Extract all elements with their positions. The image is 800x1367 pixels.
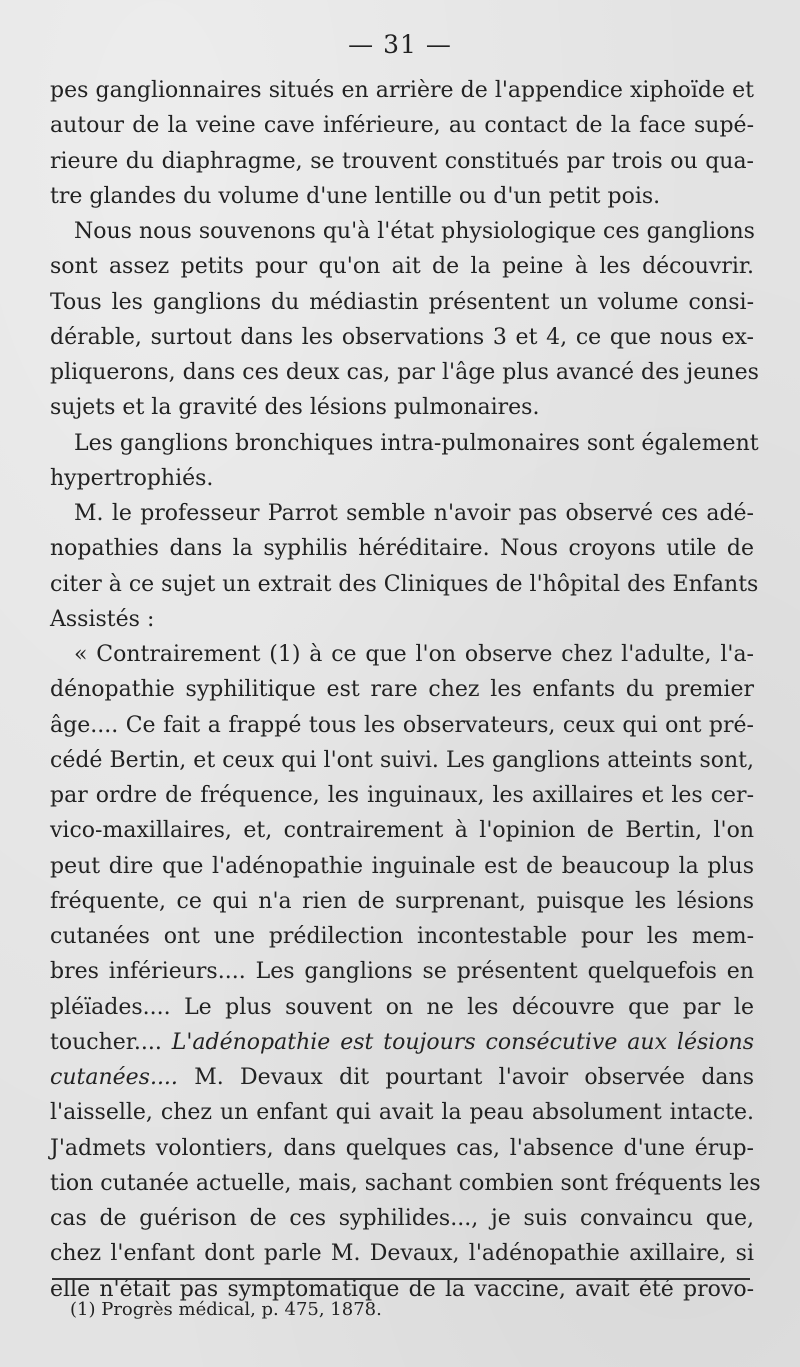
text-line: nopathies dans la syphilis héréditaire. Nous croyons utile de — [50, 536, 754, 562]
footnote-divider — [52, 1278, 750, 1280]
body-text — [50, 73, 761, 1307]
text-line: pes ganglionnaires situés en arrière de l'appendice xiphoïde et — [50, 78, 754, 103]
text-line: autour de la veine cave inférieure, au contact de la face supé- — [50, 113, 754, 139]
text-line: l'aisselle, chez un enfant qui avait la peau absolument intacte. — [50, 1100, 754, 1126]
text-line: vico-maxillaires, et, contrairement à l'opinion de Bertin, l'on — [50, 818, 754, 844]
text-line: sujets et la gravité des lésions pulmonaires. — [50, 395, 540, 421]
italic-quote: L'adénopathie est toujours consécutive aux lésions — [171, 1029, 754, 1055]
text-line: chez l'enfant dont parle M. Devaux, l'adénopathie axillaire, si — [50, 1241, 754, 1267]
text-line: fréquente, ce qui n'a rien de surprenant, puisque les lésions — [50, 888, 754, 914]
text-line: tion cutanée actuelle, mais, sachant combien sont fréquents les — [50, 1170, 761, 1196]
text-line: elle n'était pas symptomatique de la vaccine, avait été provo- — [50, 1276, 754, 1302]
text-line: dérable, surtout dans les observations 3 et 4, ce que nous ex- — [50, 324, 754, 350]
text-line: « Contrairement (1) à ce que l'on observe chez l'adulte, l'a- — [74, 642, 754, 667]
text-line: tre glandes du volume d'une lentille ou d'un petit pois. — [50, 183, 661, 209]
text-fragment: toucher.... — [50, 1029, 172, 1055]
page-number: — 31 — — [348, 30, 452, 59]
text-line: hypertrophiés. — [50, 465, 214, 491]
text-line: âge.... Ce fait a frappé tous les observateurs, ceux qui ont pré- — [50, 712, 754, 738]
text-fragment: M. Devaux dit pourtant l'avoir observée dans — [177, 1065, 754, 1090]
text-line: bres inférieurs.... Les ganglions se présentent quelquefois en — [50, 959, 754, 985]
footnote: (1) Progrès médical, p. 475, 1878. — [70, 1299, 382, 1320]
text-line: Les ganglions bronchiques intra-pulmonaires sont également — [74, 430, 759, 456]
italic-quote: cutanées.... — [50, 1065, 178, 1090]
text-line: pléïades.... Le plus souvent on ne les découvre que par le — [50, 994, 754, 1020]
text-line: J'admets volontiers, dans quelques cas, l'absence d'une érup- — [50, 1135, 754, 1161]
text-line — [50, 1060, 754, 1095]
text-line: Nous nous souvenons qu'à l'état physiologique ces ganglions — [74, 219, 755, 244]
text-line: cas de guérison de ces syphilides..., je suis convaincu que, — [50, 1206, 754, 1231]
text-line: cutanées ont une prédilection incontestable pour les mem- — [50, 924, 754, 949]
text-line: M. le professeur Parrot semble n'avoir pas observé ces adé- — [74, 501, 754, 526]
text-line: peut dire que l'adénopathie inguinale est de beaucoup la plus — [50, 853, 754, 879]
text-line: Assistés : — [50, 606, 155, 632]
text-line: cédé Bertin, et ceux qui l'ont suivi. Les ganglions atteints sont, — [50, 747, 754, 773]
text-line: rieure du diaphragme, se trouvent constitués par trois ou qua- — [50, 148, 754, 174]
text-line: pliquerons, dans ces deux cas, par l'âge plus avancé des jeunes — [50, 360, 759, 385]
text-line: sont assez petits pour qu'on ait de la peine à les découvrir. — [50, 254, 754, 280]
text-line: dénopathie syphilitique est rare chez les enfants du premier — [50, 677, 754, 703]
text-line — [50, 1025, 754, 1060]
text-line: par ordre de fréquence, les inguinaux, les axillaires et les cer- — [50, 783, 754, 808]
text-line: citer à ce sujet un extrait des Cliniques de l'hôpital des Enfants — [50, 571, 759, 597]
text-line: Tous les ganglions du médiastin présentent un volume consi- — [50, 289, 754, 315]
